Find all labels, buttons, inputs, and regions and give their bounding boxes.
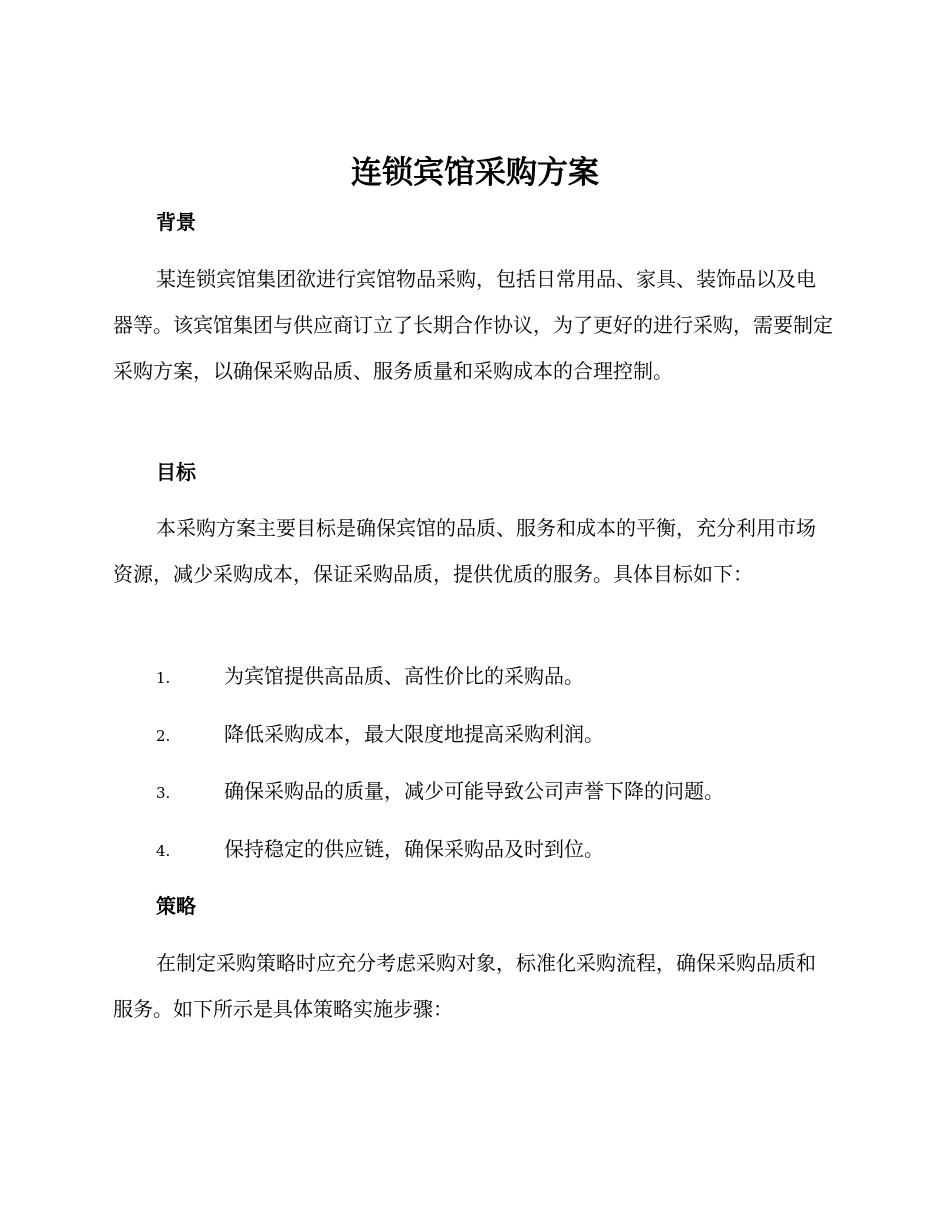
list-item-number: 4. [156,841,171,860]
list-item [0,719,950,777]
goals-paragraph: 本采购方案主要目标是确保宾馆的品质、服务和成本的平衡，充分利用市场资源，减少采购成本，保证采购品质，提供优质的服务。具体目标如下： [113,516,816,586]
section-heading-goals: 目标 [156,460,196,484]
list-item [0,661,950,719]
list-item-text: 保持稳定的供应链，确保采购品及时到位。 [224,836,604,861]
background-paragraph: 某连锁宾馆集团欲进行宾馆物品采购，包括日常用品、家具、装饰品以及电器等。该宾馆集团与供应商订立了长期合作协议，为了更好的进行采购，需要制定采购方案，以确保采购品质、服务质量和采购成本的合理控制。 [113,267,833,383]
list-item-number: 2. [156,726,171,745]
list-item-number: 3. [156,784,171,802]
list-item-text: 降低采购成本，最大限度地提高采购利润。 [224,721,604,746]
strategy-paragraph: 在制定采购策略时应充分考虑采购对象，标准化采购流程，确保采购品质和服务。如下所示是具体策略实施步骤： [113,951,816,1021]
goals-list [0,661,950,891]
list-item-text: 为宾馆提供高品质、高性价比的采购品。 [224,664,584,688]
section-heading-background: 背景 [156,210,196,234]
document-title: 连锁宾馆采购方案 [351,155,599,191]
list-item [0,776,950,834]
section-heading-strategy: 策略 [156,894,196,918]
list-item-number: 1. [156,669,171,687]
list-item [0,834,950,892]
list-item-text: 确保采购品的质量，减少可能导致公司声誉下降的问题。 [224,779,724,803]
